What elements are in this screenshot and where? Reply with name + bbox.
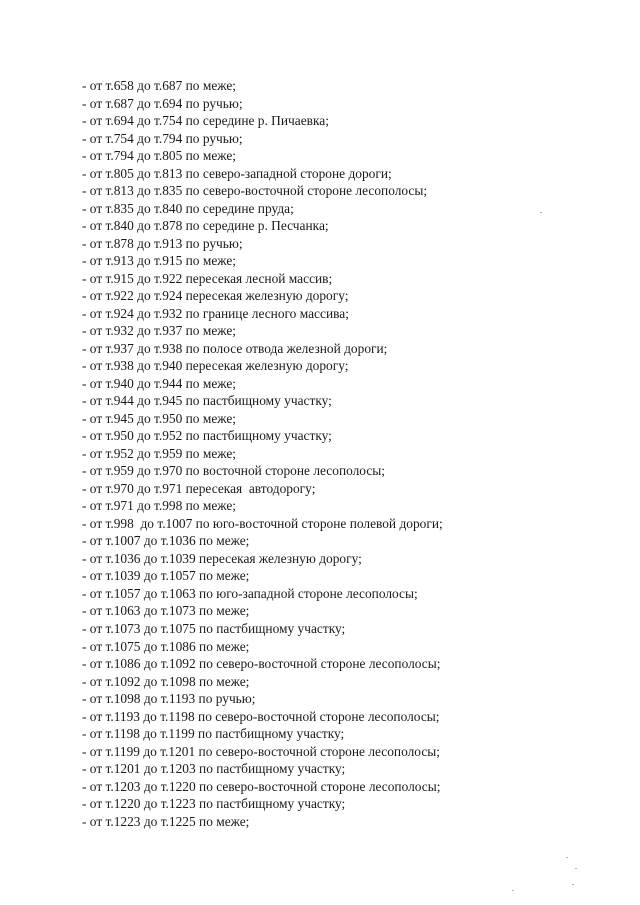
boundary-line: - от т.840 до т.878 по середине р. Песчанка; xyxy=(82,218,329,234)
boundary-line: - от т.924 до т.932 по границе лесного массива; xyxy=(82,305,349,321)
scan-speck xyxy=(540,212,542,213)
boundary-line: - от т.813 до т.835 по северо-восточной стороне лесополосы; xyxy=(82,183,428,199)
boundary-line: - от т.922 до т.924 пересекая железную дорогу; xyxy=(82,288,349,304)
boundary-line: - от т.1193 до т.1198 по северо-восточной стороне лесополосы; xyxy=(82,708,440,724)
boundary-line: - от т.658 до т.687 по меже; xyxy=(82,78,236,93)
boundary-line: - от т.805 до т.813 по северо-западной стороне дороги; xyxy=(82,165,392,181)
boundary-line: - от т.754 до т.794 по ручью; xyxy=(82,130,243,146)
boundary-line: - от т.945 до т.950 по меже; xyxy=(82,410,236,426)
boundary-line: - от т.1039 до т.1057 по меже; xyxy=(82,568,250,584)
boundary-line: - от т.1086 до т.1092 по северо-восточной стороне лесополосы; xyxy=(82,656,441,672)
scan-speck xyxy=(566,857,568,858)
boundary-line: - от т.1223 до т.1225 по меже; xyxy=(82,813,250,829)
boundary-line: - от т.952 до т.959 по меже; xyxy=(82,445,236,461)
boundary-line: - от т.1220 до т.1223 по пастбищному участку; xyxy=(82,796,346,812)
boundary-line: - от т.1007 до т.1036 по меже; xyxy=(82,533,250,549)
boundary-line: - от т.1073 до т.1075 по пастбищному участку; xyxy=(82,620,346,636)
boundary-line: - от т.998 до т.1007 по юго-восточной стороне полевой дороги; xyxy=(82,515,443,531)
boundary-line: - от т.1063 до т.1073 по меже; xyxy=(82,603,250,619)
boundary-line: - от т.944 до т.945 по пастбищному участку; xyxy=(82,393,332,409)
boundary-line: - от т.1057 до т.1063 по юго-западной стороне лесополосы; xyxy=(82,585,418,601)
boundary-line: - от т.937 до т.938 по полосе отвода железной дороги; xyxy=(82,340,388,356)
boundary-line: - от т.1199 до т.1201 по северо-восточной стороне лесополосы; xyxy=(82,743,440,759)
scan-speck xyxy=(572,884,574,885)
boundary-line: - от т.913 до т.915 по меже; xyxy=(82,253,236,269)
boundary-line: - от т.1198 до т.1199 по пастбищному участку; xyxy=(82,726,345,742)
boundary-line: - от т.971 до т.998 по меже; xyxy=(82,498,236,514)
boundary-line: - от т.835 до т.840 по середине пруда; xyxy=(82,200,294,216)
boundary-line: - от т.959 до т.970 по восточной стороне лесополосы; xyxy=(82,463,385,479)
boundary-line: - от т.970 до т.971 пересекая автодорогу; xyxy=(82,480,316,496)
boundary-line: - от т.1201 до т.1203 по пастбищному участку; xyxy=(82,761,346,777)
scan-speck xyxy=(512,890,514,891)
boundary-line: - от т.1036 до т.1039 пересекая железную дорогу; xyxy=(82,550,362,566)
boundary-line: - от т.694 до т.754 по середине р. Пичаевка; xyxy=(82,113,329,129)
boundary-line: - от т.1098 до т.1193 по ручью; xyxy=(82,691,256,707)
boundary-line: - от т.938 до т.940 пересекая железную дорогу; xyxy=(82,358,349,374)
boundary-line: - от т.794 до т.805 по меже; xyxy=(82,148,236,164)
boundary-description-list xyxy=(82,77,443,830)
boundary-line: - от т.940 до т.944 по меже; xyxy=(82,375,236,391)
boundary-line: - от т.878 до т.913 по ручью; xyxy=(82,235,243,251)
boundary-line: - от т.1092 до т.1098 по меже; xyxy=(82,673,250,689)
boundary-line: - от т.950 до т.952 по пастбищному участку; xyxy=(82,428,332,444)
scan-speck xyxy=(575,868,577,869)
boundary-line: - от т.915 до т.922 пересекая лесной массив; xyxy=(82,270,333,286)
boundary-line: - от т.1075 до т.1086 по меже; xyxy=(82,638,250,654)
boundary-line: - от т.932 до т.937 по меже; xyxy=(82,323,236,339)
boundary-line: - от т.687 до т.694 по ручью; xyxy=(82,95,243,111)
boundary-line: - от т.1203 до т.1220 по северо-восточной стороне лесополосы; xyxy=(82,778,441,794)
